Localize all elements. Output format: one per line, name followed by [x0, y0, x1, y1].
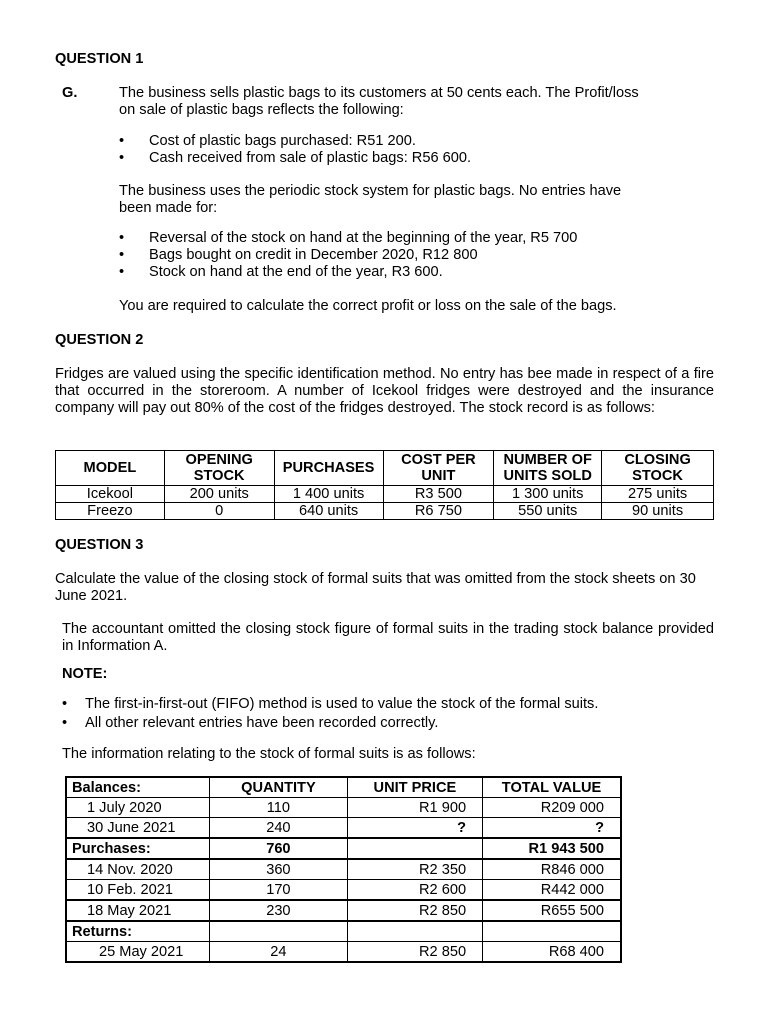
- table-cell: 24: [210, 942, 348, 963]
- table-cell: 640 units: [274, 503, 383, 520]
- table-cell: 200 units: [164, 486, 274, 503]
- table-row: [66, 859, 621, 880]
- table-cell: R209 000: [483, 798, 621, 818]
- table-header-row: [66, 777, 621, 798]
- table-cell: 0: [164, 503, 274, 520]
- column-header: MODEL: [56, 451, 165, 486]
- table-cell: 1 400 units: [274, 486, 383, 503]
- list-item: • The first-in-first-out (FIFO) method is used to value the stock of the formal suits.: [62, 696, 598, 715]
- column-header: TOTAL VALUE: [483, 777, 621, 798]
- column-header: OPENING STOCK: [164, 451, 274, 486]
- table-cell: 240: [210, 818, 348, 839]
- list-item: • Reversal of the stock on hand at the beginning of the year, R5 700: [119, 230, 577, 247]
- question-1-heading: QUESTION 1: [55, 51, 144, 67]
- column-header: UNIT PRICE: [347, 777, 482, 798]
- table-cell: 30 June 2021: [66, 818, 210, 839]
- table-header-row: [56, 451, 714, 486]
- q2-paragraph: Fridges are valued using the specific identification method. No entry has bee made in respect of a fire that occurred in the storeroom. A number of Icekool fridges were destroyed and the insurance company will pay out 80% of the cost of the fridges destroyed. The stock record is as follows:: [55, 366, 714, 416]
- table-cell: R68 400: [483, 942, 621, 963]
- list-item: • Stock on hand at the end of the year, R3 600.: [119, 264, 577, 281]
- table-cell: 275 units: [602, 486, 714, 503]
- table-cell: R655 500: [483, 900, 621, 921]
- table-row: [66, 818, 621, 839]
- table-cell: [347, 838, 482, 859]
- fridge-stock-table: [55, 450, 714, 520]
- q1-entries-list: [119, 230, 577, 281]
- table-cell: [347, 921, 482, 942]
- table-cell: 14 Nov. 2020: [66, 859, 210, 880]
- list-item: • All other relevant entries have been recorded correctly.: [62, 715, 598, 734]
- table-row: [66, 838, 621, 859]
- column-header: NUMBER OF UNITS SOLD: [494, 451, 602, 486]
- table-row: [66, 880, 621, 901]
- question-label: G.: [62, 85, 78, 101]
- table-cell: R3 500: [383, 486, 494, 503]
- column-header: CLOSING STOCK: [602, 451, 714, 486]
- q1-periodic-line-2: been made for:: [119, 200, 218, 216]
- q3-info-line: The information relating to the stock of formal suits is as follows:: [62, 746, 476, 762]
- q3-notes-list: [62, 696, 598, 734]
- q3-paragraph-2: The accountant omitted the closing stock figure of formal suits in the trading stock balance provided in Information A.: [62, 621, 714, 654]
- table-row: [56, 486, 714, 503]
- q1-intro-line-1: The business sells plastic bags to its customers at 50 cents each. The Profit/loss: [119, 85, 639, 101]
- table-row: [56, 503, 714, 520]
- table-cell: 18 May 2021: [66, 900, 210, 921]
- q1-cost-list: [119, 133, 471, 167]
- table-cell: R2 600: [347, 880, 482, 901]
- table-cell: 360: [210, 859, 348, 880]
- question-3-heading: QUESTION 3: [55, 537, 144, 553]
- table-cell: 230: [210, 900, 348, 921]
- table-cell: ?: [483, 818, 621, 839]
- table-cell: R442 000: [483, 880, 621, 901]
- list-item: • Bags bought on credit in December 2020, R12 800: [119, 247, 577, 264]
- formal-suits-stock-table: [65, 776, 622, 963]
- table-cell: 550 units: [494, 503, 602, 520]
- table-row: [66, 900, 621, 921]
- table-cell: 1 300 units: [494, 486, 602, 503]
- table-cell: Icekool: [56, 486, 165, 503]
- table-cell: 170: [210, 880, 348, 901]
- table-cell: R846 000: [483, 859, 621, 880]
- table-cell: R2 350: [347, 859, 482, 880]
- table-cell: Freezo: [56, 503, 165, 520]
- table-cell: [483, 921, 621, 942]
- column-header: QUANTITY: [210, 777, 348, 798]
- table-cell: 760: [210, 838, 348, 859]
- table-cell: ?: [347, 818, 482, 839]
- table-cell: Purchases:: [66, 838, 210, 859]
- table-cell: 90 units: [602, 503, 714, 520]
- list-item: • Cash received from sale of plastic bags: R56 600.: [119, 150, 471, 167]
- q1-periodic-line-1: The business uses the periodic stock system for plastic bags. No entries have: [119, 183, 622, 199]
- table-cell: R2 850: [347, 942, 482, 963]
- q1-intro-line-2: on sale of plastic bags reflects the following:: [119, 102, 404, 118]
- q1-required: You are required to calculate the correct profit or loss on the sale of the bags.: [119, 298, 617, 314]
- table-row: [66, 921, 621, 942]
- table-cell: R2 850: [347, 900, 482, 921]
- table-cell: 25 May 2021: [66, 942, 210, 963]
- question-2-heading: QUESTION 2: [55, 332, 144, 348]
- table-cell: R1 900: [347, 798, 482, 818]
- list-item: • Cost of plastic bags purchased: R51 200.: [119, 133, 471, 150]
- table-cell: R6 750: [383, 503, 494, 520]
- q3-paragraph-1: Calculate the value of the closing stock of formal suits that was omitted from the stock sheets on 30 June 2021.: [55, 571, 696, 604]
- table-row: [66, 798, 621, 818]
- table-cell: 110: [210, 798, 348, 818]
- table-cell: 1 July 2020: [66, 798, 210, 818]
- table-cell: 10 Feb. 2021: [66, 880, 210, 901]
- table-cell: Returns:: [66, 921, 210, 942]
- table-row: [66, 942, 621, 963]
- note-label: NOTE:: [62, 666, 108, 682]
- column-header: Balances:: [66, 777, 210, 798]
- column-header: COST PER UNIT: [383, 451, 494, 486]
- column-header: PURCHASES: [274, 451, 383, 486]
- table-cell: [210, 921, 348, 942]
- table-cell: R1 943 500: [483, 838, 621, 859]
